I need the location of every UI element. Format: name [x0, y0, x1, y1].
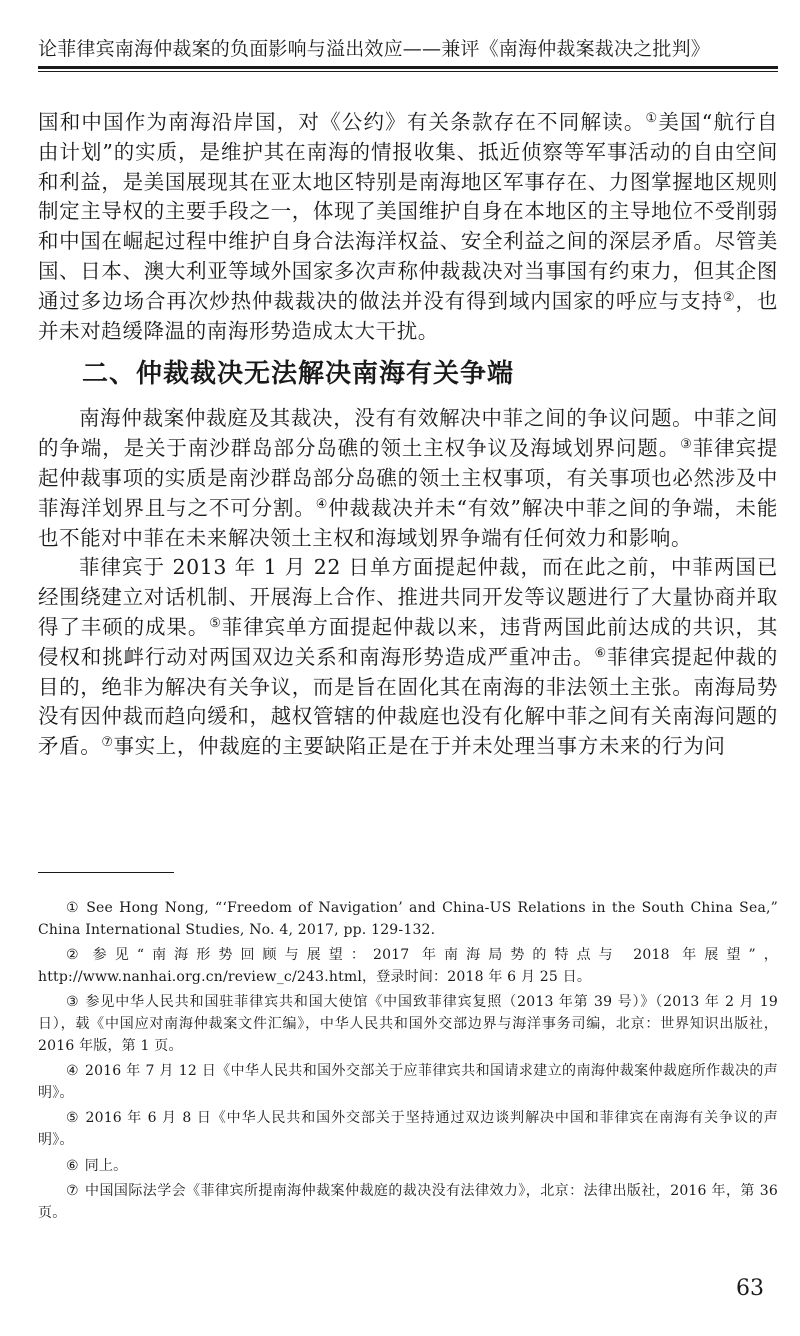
- text-run: 美国“航行自由计划”的实质，是维护其在南海的情报收集、抵近侦察等军事活动的自由空间和利益，是美国展现其在亚太地区特别是南海地区军事存在、力图掌握地区规则制定主导权的主要手段之一，体现了美国维护自身在本地区的主导地位不受削弱和中国在崛起过程中维护自身合法海洋权益、安全利益之间的深层矛盾。尽管美国、日本、澳大利亚等域外国家多次声称仲裁裁决对当事国有约束力，但其企图通过多边场合再次炒热仲裁裁决的做法并没有得到域内国家的呼应与支持: [38, 110, 778, 313]
- footnote-ref[interactable]: ②: [722, 289, 736, 305]
- footnote-text: 同上。: [84, 1157, 128, 1174]
- paragraph: [38, 404, 778, 553]
- section-heading: 二、仲裁裁决无法解决南海有关争端: [82, 359, 515, 390]
- footnote-text: 2016 年 7 月 12 日《中华人民共和国外交部关于应菲律宾共和国请求建立的南海仲裁案仲裁庭所作裁决的声明》。: [38, 1063, 778, 1101]
- text-run: 菲律宾单方面提起仲裁以来，违背两国此前达成的共识，其侵权和挑衅行动对两国双边关系和南海形势造成严重冲击。: [38, 614, 778, 669]
- footnote-ref[interactable]: ⑥: [594, 645, 608, 661]
- footnote-separator: [38, 872, 174, 873]
- footnote-mark: ⑥: [66, 1157, 79, 1174]
- footnote-ref[interactable]: ⑤: [209, 615, 222, 631]
- footnote-text: See Hong Nong, “‘Freedom of Navigation’ and China-US Relations in the South China Sea,” China International Studies, No. 4, 2017, pp. 129-132.: [38, 900, 778, 938]
- footnote-text: 中国国际法学会《菲律宾所提南海仲裁案仲裁庭的裁决没有法律效力》，北京：法律出版社，2016 年，第 36 页。: [38, 1183, 778, 1221]
- text-run: ，也并未对趋缓降温的南海形势造成太大干扰。: [38, 288, 778, 343]
- footnote: [38, 992, 778, 1057]
- page-number: 63: [736, 1276, 764, 1301]
- footnote-ref[interactable]: ④: [315, 496, 329, 512]
- text-run: 菲律宾提起仲裁的目的，绝非为解决有关争议，而是旨在固化其在南海的非法领土主张。南海局势没有因仲裁而趋向缓和，越权管辖的仲裁庭也没有化解中菲之间有关南海问题的矛盾。: [38, 644, 778, 759]
- text-run: 事实上，仲裁庭的主要缺陷正是在于并未处理当事方未来的行为问: [113, 734, 726, 759]
- footnote-mark: ①: [66, 900, 81, 916]
- footnote: [38, 1061, 778, 1104]
- footnote-text: 参见中华人民共和国驻菲律宾共和国大使馆《中国致菲律宾复照（2013 年第 39 号）》（2013 年 2 月 19 日），载《中国应对南海仲裁案文件汇编》，中华人民共和国外交部边界与海洋事务司编，北京：世界知识出版社，2016 年版，第 1 页。: [38, 994, 778, 1054]
- footnote-text: 参见“南海形势回顾与展望：2017 年南海局势的特点与 2018 年展望”，http://www.nanhai.org.cn/review_c/243.html，登录时间：2018 年 6 月 25 日。: [38, 947, 778, 985]
- text-run: 南海仲裁案仲裁庭及其裁决，没有有效解决中菲之间的争议问题。中菲之间的争端，是关于南沙群岛部分岛礁的领土主权争议及海域划界问题。: [38, 406, 778, 461]
- text-run: 仲裁裁决并未“有效”解决中菲之间的争端，未能也不能对中菲在未来解决领土主权和海域划界争端有任何效力和影响。: [38, 495, 778, 550]
- footnote-mark: ⑦: [66, 1183, 79, 1200]
- running-head: 论菲律宾南海仲裁案的负面影响与溢出效应——兼评《南海仲裁案裁决之批判》: [38, 38, 711, 60]
- footnote: [38, 1156, 778, 1178]
- footnote-mark: ③: [66, 994, 80, 1011]
- footnote-ref[interactable]: ③: [680, 437, 693, 453]
- body-text: [38, 108, 778, 762]
- footnote-mark: ②: [66, 947, 87, 964]
- footnotes: [38, 898, 778, 1228]
- footnote-ref[interactable]: ⑦: [101, 735, 114, 751]
- header-rule-thin: [38, 71, 778, 72]
- text-run: 菲律宾于 2013 年 1 月 22 日单方面提起仲裁，而在此之前，中菲两国已经围绕建立对话机制、开展海上合作、推进共同开发等议题进行了大量协商并取得了丰硕的成果。: [38, 555, 778, 639]
- footnote: [38, 898, 778, 941]
- header-rule-thick: [38, 66, 778, 69]
- footnote-text: 2016 年 6 月 8 日《中华人民共和国外交部关于坚持通过双边谈判解决中国和菲律宾在南海有关争议的声明》。: [38, 1110, 778, 1148]
- footnote: [38, 945, 778, 988]
- text-run: 国和中国作为南海沿岸国，对《公约》有关条款存在不同解读。: [38, 110, 646, 134]
- footnote-mark: ⑤: [66, 1110, 80, 1127]
- paragraph: [38, 553, 778, 762]
- text-run: 菲律宾提起仲裁事项的实质是南沙群岛部分岛礁的领土主权事项，有关事项也必然涉及中菲海洋划界且与之不可分割。: [38, 436, 778, 520]
- footnote-mark: ④: [66, 1063, 79, 1080]
- paragraph-continued: [38, 108, 778, 346]
- footnote: [38, 1108, 778, 1151]
- footnote: [38, 1181, 778, 1224]
- footnote-ref[interactable]: ①: [645, 111, 659, 126]
